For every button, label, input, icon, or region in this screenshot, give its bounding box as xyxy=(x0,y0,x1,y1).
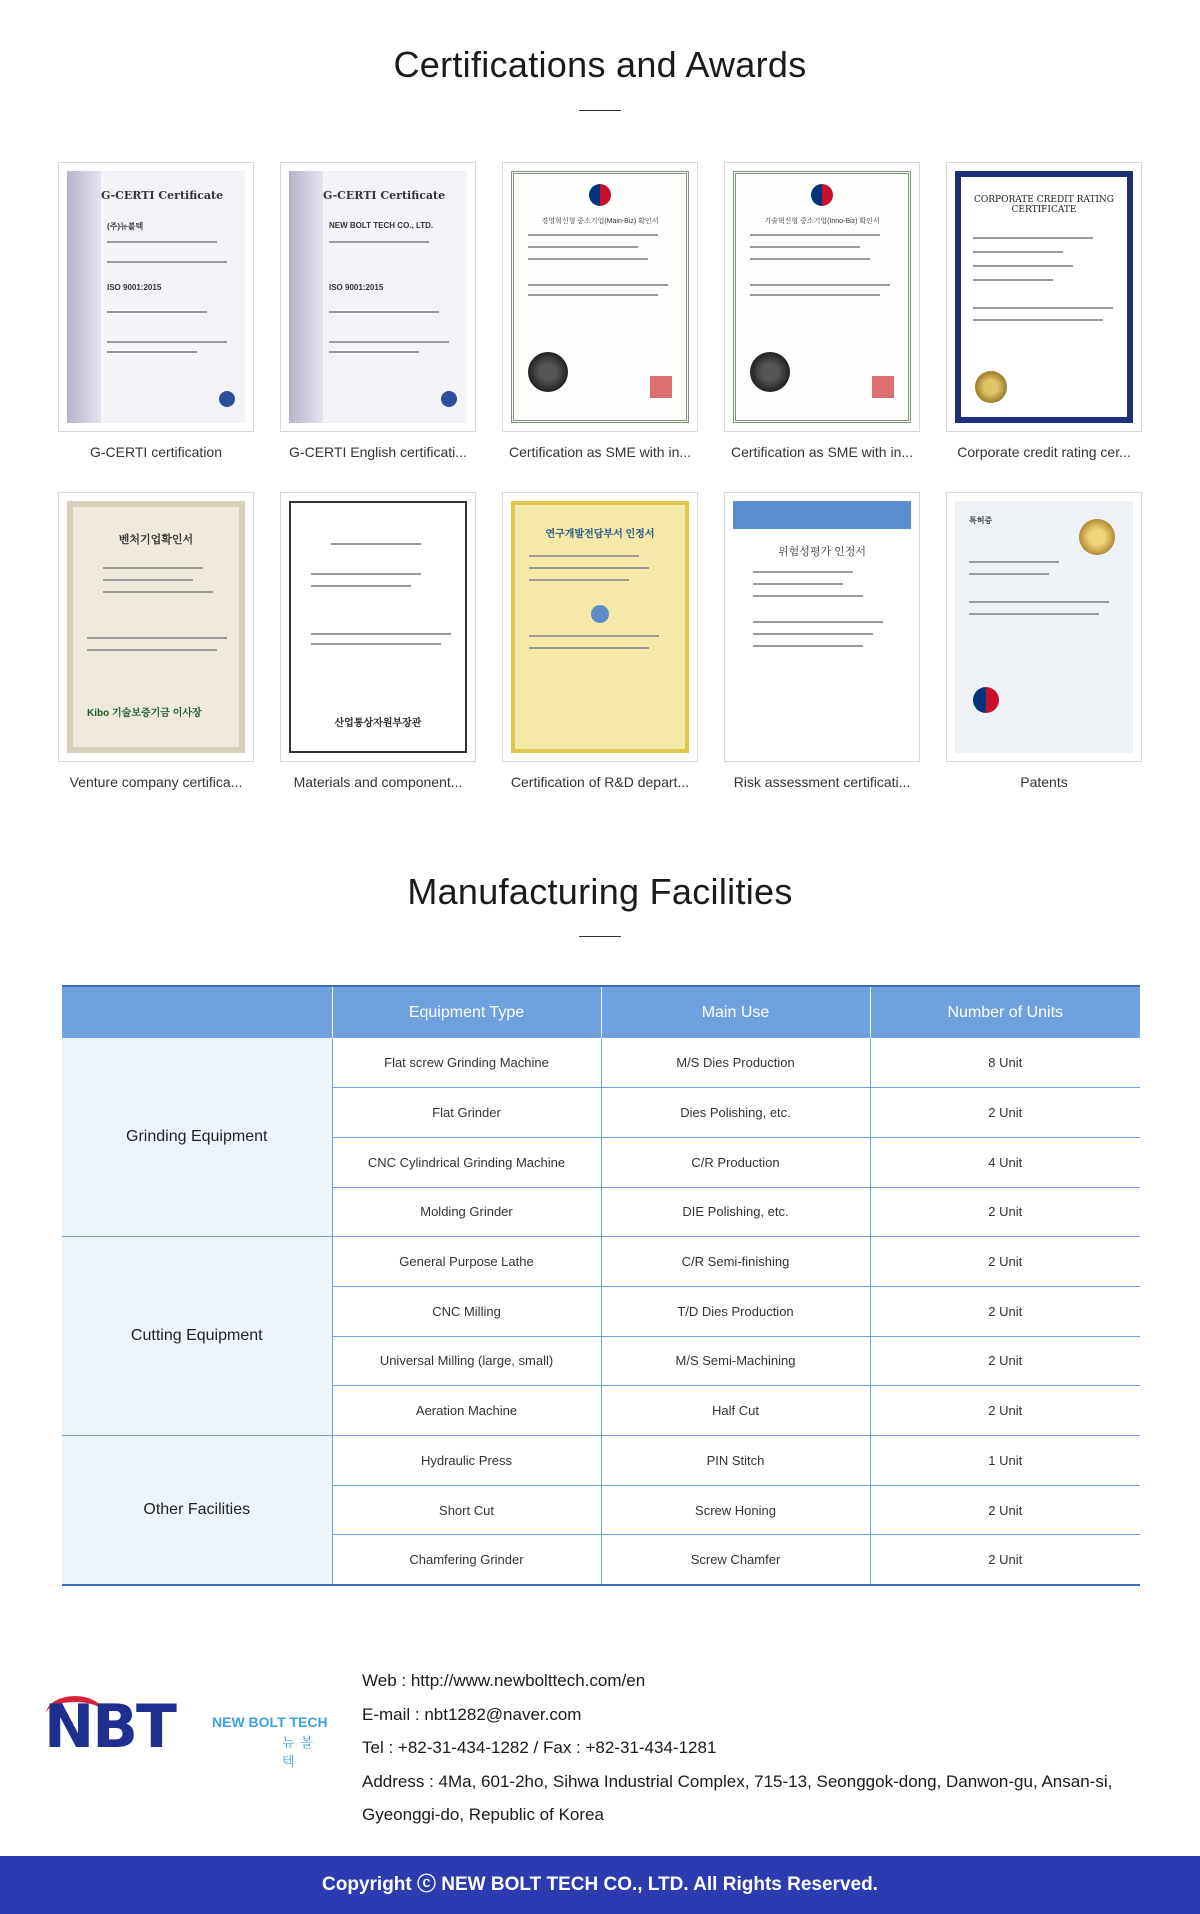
main-use-cell: Half Cut xyxy=(601,1386,870,1436)
innobiz-certificate-image: 기술혁신형 중소기업(Inno-Biz) 확인서 xyxy=(733,171,911,423)
certifications-title-rule xyxy=(579,110,621,111)
cert-thumbnail[interactable] xyxy=(946,162,1142,432)
mainbiz-certificate-image: 경영혁신형 중소기업(Main-Biz) 확인서 xyxy=(511,171,689,423)
company-logo[interactable] xyxy=(44,1692,334,1769)
facilities-title: Manufacturing Facilities xyxy=(407,871,793,912)
equipment-type-cell: Short Cut xyxy=(332,1485,601,1535)
cert-thumbnail[interactable] xyxy=(502,492,698,762)
website-link[interactable]: Web : http://www.newbolttech.com/en xyxy=(362,1671,646,1690)
main-use-cell: M/S Dies Production xyxy=(601,1038,870,1088)
group-cell-grinding: Grinding Equipment xyxy=(62,1038,332,1237)
cert-thumbnail[interactable] xyxy=(724,492,920,762)
cert-caption: Patents xyxy=(1020,774,1068,790)
equipment-type-cell: General Purpose Lathe xyxy=(332,1237,601,1287)
cert-caption: Venture company certifica... xyxy=(69,774,243,790)
cert-caption: G-CERTI English certificati... xyxy=(289,444,467,460)
phone-fax: Tel : +82-31-434-1282 / Fax : +82-31-434-1281 xyxy=(362,1738,717,1758)
logo-mark: NBT xyxy=(44,1692,175,1762)
cert-card-rnd[interactable] xyxy=(502,492,698,790)
equipment-type-cell: Hydraulic Press xyxy=(332,1436,601,1486)
main-use-cell: DIE Polishing, etc. xyxy=(601,1187,870,1237)
patent-certificate-image: 특허증 xyxy=(955,501,1133,753)
cert-card-venture[interactable] xyxy=(58,492,254,790)
cert-thumbnail[interactable] xyxy=(946,492,1142,762)
units-cell: 2 Unit xyxy=(870,1535,1140,1585)
table-header-group xyxy=(62,986,332,1038)
cert-thumbnail[interactable] xyxy=(58,492,254,762)
address: Address : 4Ma, 601-2ho, Sihwa Industrial Complex, 715-13, Seonggok-dong, Danwon-gu, Ansan-si, Gyeonggi-do, Republic of Korea xyxy=(362,1771,1113,1825)
cert-caption: G-CERTI certification xyxy=(90,444,222,460)
units-cell: 2 Unit xyxy=(870,1237,1140,1287)
cert-caption: Certification of R&D depart... xyxy=(510,774,690,790)
cert-thumbnail[interactable] xyxy=(724,162,920,432)
main-use-cell: Screw Chamfer xyxy=(601,1535,870,1585)
cert-caption: Certification as SME with in... xyxy=(508,444,692,460)
contact-info xyxy=(362,1664,1182,1832)
cert-thumbnail[interactable] xyxy=(502,162,698,432)
units-cell: 2 Unit xyxy=(870,1336,1140,1386)
cert-card-innobiz[interactable] xyxy=(724,162,920,460)
rnd-certificate-image: 연구개발전담부서 인정서 xyxy=(511,501,689,753)
table-row xyxy=(62,1038,1140,1088)
equipment-type-cell: Flat Grinder xyxy=(332,1088,601,1138)
units-cell: 4 Unit xyxy=(870,1137,1140,1187)
units-cell: 2 Unit xyxy=(870,1286,1140,1336)
facilities-table xyxy=(62,985,1140,1586)
cert-card-patents[interactable] xyxy=(946,492,1142,790)
group-cell-other: Other Facilities xyxy=(62,1436,332,1585)
cert-thumbnail[interactable] xyxy=(58,162,254,432)
main-use-cell: C/R Production xyxy=(601,1137,870,1187)
cert-caption: Certification as SME with in... xyxy=(730,444,914,460)
certifications-title: Certifications and Awards xyxy=(393,44,807,85)
cert-card-materials[interactable] xyxy=(280,492,476,790)
equipment-type-cell: Flat screw Grinding Machine xyxy=(332,1038,601,1088)
logo-english-name: NEW BOLT TECH xyxy=(212,1714,328,1730)
units-cell: 2 Unit xyxy=(870,1386,1140,1436)
main-use-cell: PIN Stitch xyxy=(601,1436,870,1486)
table-header-main-use: Main Use xyxy=(601,986,870,1038)
venture-certificate-image: 벤처기업확인서 Kibo 기술보증기금 이사장 xyxy=(67,501,245,753)
equipment-type-cell: CNC Cylindrical Grinding Machine xyxy=(332,1137,601,1187)
cert-thumbnail[interactable] xyxy=(280,492,476,762)
gcerti-certificate-image: G-CERTI Certificate (주)뉴볼텍 ISO 9001:2015 xyxy=(67,171,245,423)
facilities-title-rule xyxy=(579,936,621,937)
cert-caption: Risk assessment certificati... xyxy=(733,774,911,790)
materials-certificate-image: 산업통상자원부장관 xyxy=(289,501,467,753)
main-use-cell: Screw Honing xyxy=(601,1485,870,1535)
cert-caption: Materials and component... xyxy=(293,774,463,790)
email-link[interactable]: E-mail : nbt1282@naver.com xyxy=(362,1704,582,1724)
table-header-units: Number of Units xyxy=(870,986,1140,1038)
cert-card-gcerti-english[interactable] xyxy=(280,162,476,460)
cert-thumbnail[interactable] xyxy=(280,162,476,432)
credit-rating-certificate-image: CORPORATE CREDIT RATING CERTIFICATE xyxy=(955,171,1133,423)
logo-korean-name: 뉴볼텍 xyxy=(282,1735,320,1769)
main-use-cell: Dies Polishing, etc. xyxy=(601,1088,870,1138)
cert-card-credit-rating[interactable] xyxy=(946,162,1142,460)
cert-caption: Corporate credit rating cer... xyxy=(957,444,1131,460)
gcerti-english-certificate-image: G-CERTI Certificate NEW BOLT TECH CO., LTD. ISO 9001:2015 xyxy=(289,171,467,423)
cert-card-risk[interactable] xyxy=(724,492,920,790)
cert-card-mainbiz[interactable] xyxy=(502,162,698,460)
equipment-type-cell: Chamfering Grinder xyxy=(332,1535,601,1585)
units-cell: 1 Unit xyxy=(870,1436,1140,1486)
cert-card-gcerti[interactable] xyxy=(58,162,254,460)
equipment-type-cell: CNC Milling xyxy=(332,1286,601,1336)
main-use-cell: M/S Semi-Machining xyxy=(601,1336,870,1386)
units-cell: 2 Unit xyxy=(870,1088,1140,1138)
equipment-type-cell: Universal Milling (large, small) xyxy=(332,1336,601,1386)
table-row xyxy=(62,1436,1140,1486)
risk-certificate-image: 위험성평가 인정서 xyxy=(733,501,911,753)
copyright-bar: Copyright ⓒ NEW BOLT TECH CO., LTD. All Rights Reserved. xyxy=(0,1856,1200,1914)
equipment-type-cell: Aeration Machine xyxy=(332,1386,601,1436)
table-header-equipment-type: Equipment Type xyxy=(332,986,601,1038)
units-cell: 2 Unit xyxy=(870,1187,1140,1237)
main-use-cell: T/D Dies Production xyxy=(601,1286,870,1336)
units-cell: 8 Unit xyxy=(870,1038,1140,1088)
main-use-cell: C/R Semi-finishing xyxy=(601,1237,870,1287)
group-cell-cutting: Cutting Equipment xyxy=(62,1237,332,1436)
table-header-row xyxy=(62,986,1140,1038)
units-cell: 2 Unit xyxy=(870,1485,1140,1535)
equipment-type-cell: Molding Grinder xyxy=(332,1187,601,1237)
table-row xyxy=(62,1237,1140,1287)
